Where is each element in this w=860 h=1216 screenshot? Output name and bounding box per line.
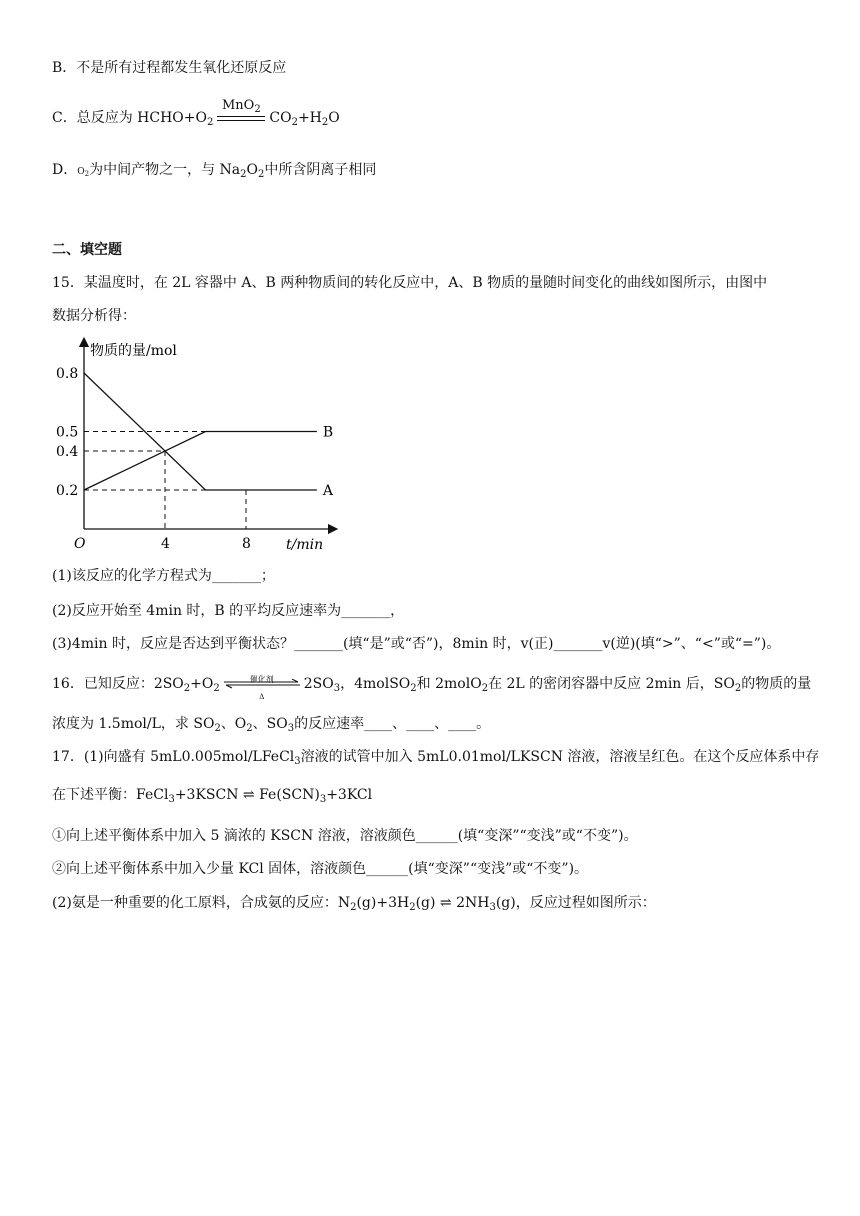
q17-line5 xyxy=(52,893,656,918)
option-c xyxy=(52,98,340,133)
y-axis-label: 物质的量/mol xyxy=(90,343,177,359)
q16-text-2d: 的反应速率____、____、____。 xyxy=(294,716,491,732)
option-c-prefix: C．总反应为 HCHO+O xyxy=(52,110,207,126)
q16-text-b: +O xyxy=(190,676,214,692)
sub-2: 2 xyxy=(84,170,90,178)
sub-2: 2 xyxy=(409,902,416,913)
option-d-mid: 为中间产物之一，与 Na xyxy=(89,162,241,178)
q16-text-2c: 、SO xyxy=(252,716,288,732)
q17-text-2c: +3KCl xyxy=(326,787,373,803)
equals-arrow xyxy=(213,98,269,128)
q15-line2-text: 数据分析得： xyxy=(52,308,136,324)
o-text: O xyxy=(246,162,258,178)
sub-2: 2 xyxy=(258,169,265,180)
q17-line2 xyxy=(52,785,372,810)
q17-text-5b: (g)+3H xyxy=(356,895,410,911)
tick-labels xyxy=(56,366,251,552)
q16-text-2b: 、O xyxy=(220,716,247,732)
sub-2: 2 xyxy=(734,683,742,694)
q15-line1-text: 15．某温度时，在 2L 容器中 A、B 两种物质间的转化反应中，A、B 物质的量随时间变化的曲线如图所示，由图中 xyxy=(52,275,768,291)
q17-line1 xyxy=(52,747,819,772)
sub-2: 2 xyxy=(246,723,253,734)
q17-item2 xyxy=(52,859,588,879)
sub-2: 2 xyxy=(254,104,261,115)
q16-text-a: 16．已知反应：2SO xyxy=(52,676,184,692)
q16-text-e: 和 2molO xyxy=(416,676,482,692)
q15-sub3 xyxy=(52,634,780,654)
x-tick-label: 8 xyxy=(242,536,251,552)
q15-sub2-text: (2)反应开始至 4min 时，B 的平均反应速率为_______， xyxy=(52,603,405,619)
q16-text-d: ，4molSO xyxy=(340,676,411,692)
q17-item1 xyxy=(52,826,638,846)
q15-sub2 xyxy=(52,601,404,621)
x-axis-label: t/min xyxy=(286,537,324,553)
q15-sub1-text: (1)该反应的化学方程式为_______； xyxy=(52,568,275,584)
sub-2: 2 xyxy=(291,117,298,128)
q17-text-2a: 在下述平衡：FeCl xyxy=(52,787,169,803)
q15-line1 xyxy=(52,273,767,293)
o2-small: $O_2$ xyxy=(77,167,90,178)
y-tick-label: 0.2 xyxy=(56,483,79,499)
series-label-a: A xyxy=(322,483,333,499)
y-tick-label: 0.5 xyxy=(56,424,79,441)
q17-text-5d: (g)，反应过程如图所示： xyxy=(495,895,656,911)
series-lines xyxy=(84,373,334,499)
q17-text-1b: 溶液的试管中加入 5mL0.01mol/LKSCN 溶液，溶液呈红色。在这个反应体系中存 xyxy=(300,749,820,765)
reversible-arrow xyxy=(220,674,304,701)
section-title-text: 二、填空题 xyxy=(52,242,122,258)
q15-line2 xyxy=(52,306,136,326)
q15-sub3-text: (3)4min 时，反应是否达到平衡状态？_______(填“是”或“否”)，8min 时，v(正)_______v(逆)(填“>”、“<”或“=”)。 xyxy=(52,636,781,652)
q16-line1 xyxy=(52,674,811,699)
sub-3: 3 xyxy=(319,794,327,805)
double-line xyxy=(217,116,265,121)
section-title xyxy=(52,240,122,260)
option-d-end: 中所含阴离子相同 xyxy=(264,162,377,178)
x-tick-label: 4 xyxy=(161,536,170,552)
option-b xyxy=(52,58,286,78)
origin-label: O xyxy=(74,536,86,552)
q17-item1-text: ①向上述平衡体系中加入 5 滴浓的 KSCN 溶液，溶液颜色______(填“变深”“变浅”或“不变”)。 xyxy=(52,828,638,844)
option-d xyxy=(52,160,376,185)
catalyst-text: MnO xyxy=(222,98,255,113)
series-line-b xyxy=(84,432,317,491)
amount-time-chart xyxy=(48,334,338,556)
sub-2: 2 xyxy=(410,683,417,694)
sub-2: 2 xyxy=(214,723,221,734)
sub-3: 3 xyxy=(294,756,301,767)
y-tick-label: 0.4 xyxy=(56,444,79,460)
plus-h-text: +H xyxy=(297,110,322,126)
sub-3: 3 xyxy=(489,902,496,913)
sub-3: 3 xyxy=(287,723,295,734)
sub-2: 2 xyxy=(350,902,357,913)
guide-lines xyxy=(84,432,246,530)
q17-text-1a: 17．(1)向盛有 5mL0.005mol/LFeCl xyxy=(52,749,295,765)
q17-item2-text: ②向上述平衡体系中加入少量 KCl 固体，溶液颜色______(填“变深”“变浅”或“不变”)。 xyxy=(52,861,589,877)
sub-3: 3 xyxy=(168,794,175,805)
q17-text-5a: (2)氨是一种重要的化工原料，合成氨的反应：N xyxy=(52,895,351,911)
sub-3: 3 xyxy=(333,683,341,694)
q16-text-f: 在 2L 的密闭容器中反应 2min 后，SO xyxy=(488,676,735,692)
sub-2: 2 xyxy=(321,117,329,128)
q16-text-2a: 浓度为 1.5mol/L，求 SO xyxy=(52,716,215,732)
condition-text: Δ xyxy=(259,693,265,701)
q16-text-c: 2SO xyxy=(303,676,334,692)
q16-line2 xyxy=(52,714,490,739)
option-b-text: B．不是所有过程都发生氧化还原反应 xyxy=(52,60,287,76)
q17-text-5c: (g) ⇌ 2NH xyxy=(415,895,490,911)
sub-2: 2 xyxy=(240,169,247,180)
sub-2: 2 xyxy=(213,683,220,694)
co-text: CO xyxy=(269,110,292,126)
option-d-prefix: D． xyxy=(52,162,78,178)
water-o-text: O xyxy=(328,110,340,126)
q16-text-g: 的物质的量 xyxy=(741,676,812,692)
q17-text-2b: +3KSCN ⇌ Fe(SCN) xyxy=(174,787,320,803)
series-label-b: B xyxy=(322,424,334,441)
q15-sub1 xyxy=(52,566,275,586)
catalyst-text: 催化剂 xyxy=(249,675,274,684)
sub-2: 2 xyxy=(183,683,191,694)
y-tick-label: 0.8 xyxy=(56,366,79,382)
sub-2: 2 xyxy=(481,683,489,694)
sub-2: 2 xyxy=(206,117,214,128)
